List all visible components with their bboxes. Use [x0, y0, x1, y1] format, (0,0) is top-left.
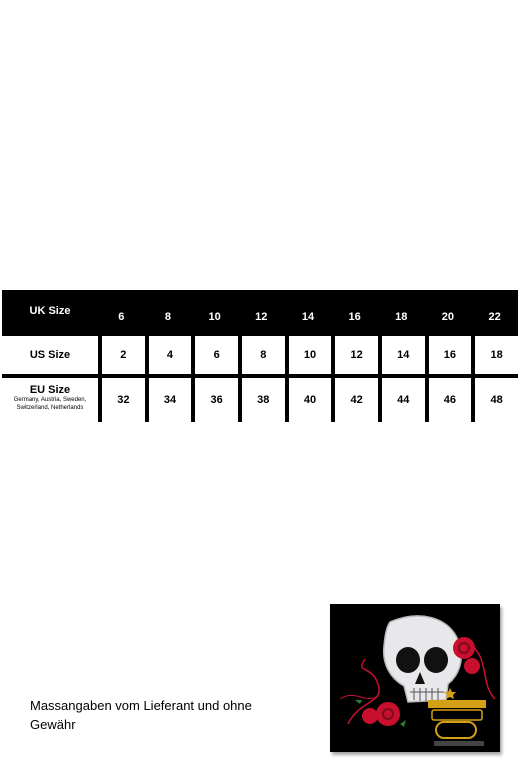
eu-size-value: 42 [331, 374, 378, 422]
size-chart-table [2, 290, 518, 422]
uk-size-value: 18 [378, 290, 425, 332]
eu-size-label: EU Size [29, 384, 71, 396]
uk-size-value: 8 [145, 290, 192, 332]
eu-size-value: 32 [98, 374, 145, 422]
us-size-row [2, 332, 518, 374]
uk-size-value: 16 [331, 290, 378, 332]
us-size-value: 8 [238, 332, 285, 374]
uk-size-value: 22 [471, 290, 518, 332]
uk-size-value: 14 [285, 290, 332, 332]
us-size-value: 10 [285, 332, 332, 374]
uk-size-row [2, 290, 518, 332]
eu-size-value: 38 [238, 374, 285, 422]
eu-size-value: 48 [471, 374, 518, 422]
us-size-label: US Size [2, 332, 98, 374]
eu-size-row [2, 374, 518, 422]
uk-size-value: 6 [98, 290, 145, 332]
eu-size-countries: Germany, Austria, Sweden, Switzerland, Netherlands [13, 397, 87, 411]
uk-size-value: 20 [425, 290, 472, 332]
eu-size-label-cell [2, 374, 98, 422]
eu-size-value: 34 [145, 374, 192, 422]
uk-size-value: 10 [191, 290, 238, 332]
brand-logo-image [330, 604, 500, 752]
uk-size-label: UK Size [2, 290, 98, 332]
disclaimer-text: Massangaben vom Lieferant und ohne Gewähr [30, 698, 252, 732]
skull-roses-logo-graphic [330, 604, 500, 752]
eu-size-value: 46 [425, 374, 472, 422]
us-size-value: 14 [378, 332, 425, 374]
us-size-value: 16 [425, 332, 472, 374]
uk-size-value: 12 [238, 290, 285, 332]
eu-size-value: 36 [191, 374, 238, 422]
eu-size-value: 44 [378, 374, 425, 422]
eu-size-value: 40 [285, 374, 332, 422]
us-size-value: 2 [98, 332, 145, 374]
us-size-value: 6 [191, 332, 238, 374]
us-size-value: 18 [471, 332, 518, 374]
us-size-value: 12 [331, 332, 378, 374]
us-size-value: 4 [145, 332, 192, 374]
